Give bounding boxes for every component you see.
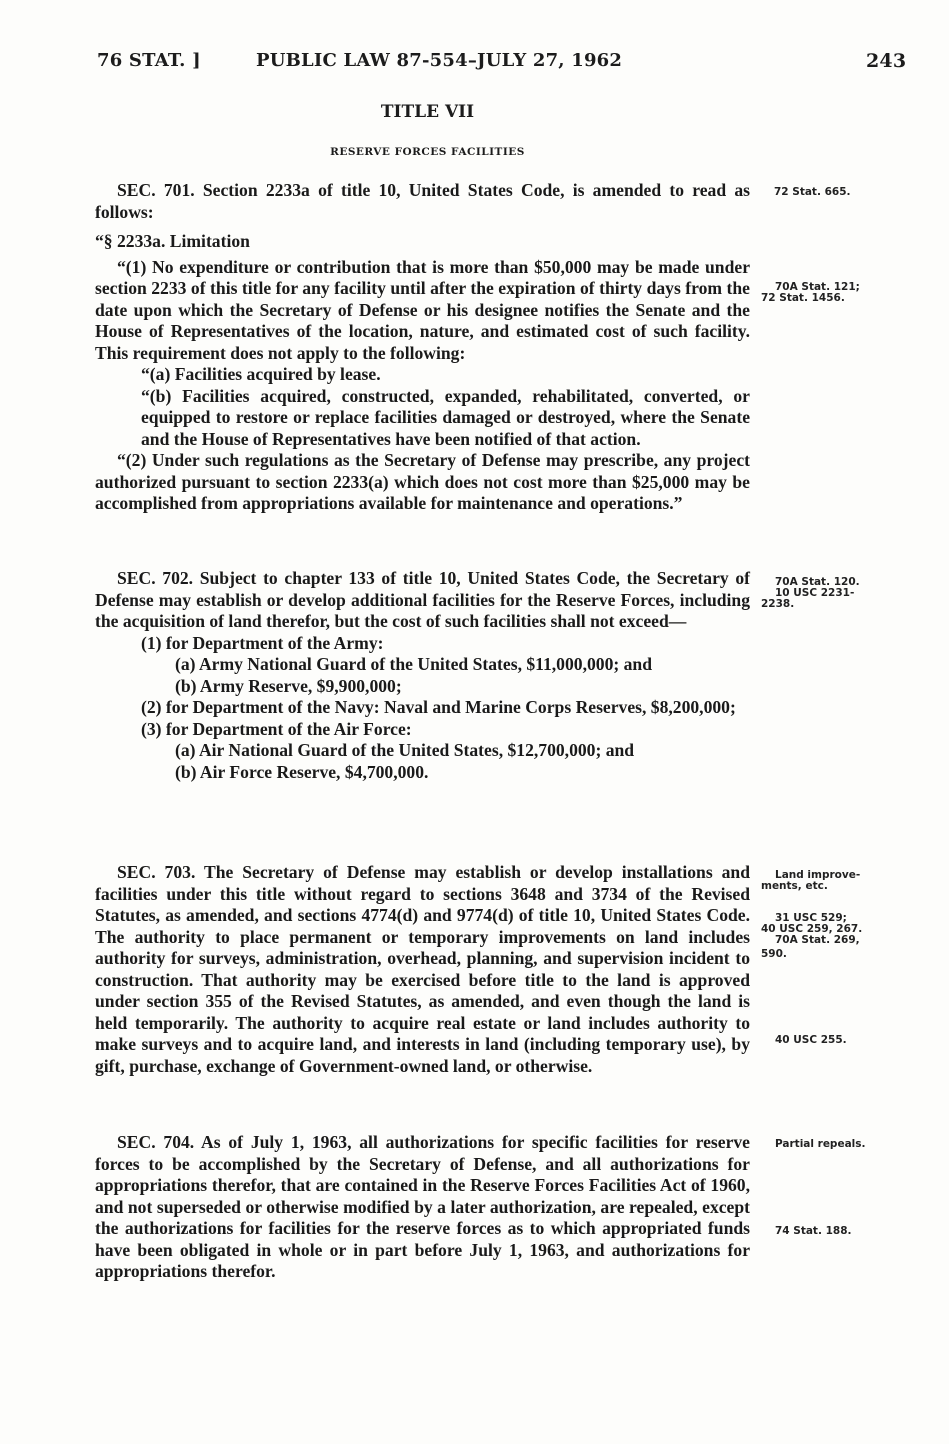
section-702-block <box>95 568 750 783</box>
section-702-item-3b: (b) Air Force Reserve, $4,700,000. <box>175 761 429 782</box>
margin-note-70a-stat-121: 70A Stat. 121; <box>775 281 860 293</box>
section-702-item-2: (2) for Department of the Navy: Naval and Marine Corps Reserves, $8,200,000; <box>141 697 736 717</box>
margin-note-72-stat-665: 72 Stat. 665. <box>774 186 851 198</box>
margin-note-590: 590. <box>761 948 787 960</box>
section-2233a-paragraph-1: “(1) No expenditure or contribution that is more than $50,000 may be made under section 2233 of this title for any facility until after the expiration of thirty days from the date upon which the Secretary of Defense or his designee notifies the Senate and the House of Representatives of the location, nature, and estimated cost of such facility. This requirement does not apply to the following: <box>95 256 750 363</box>
running-head-law: PUBLIC LAW 87-554–JULY 27, 1962 <box>256 50 623 71</box>
section-701-block <box>95 180 750 515</box>
title-heading: TITLE VII <box>380 102 475 122</box>
margin-note-land-improvements: Land improve- <box>775 869 861 881</box>
section-702-item-3a: (a) Air National Guard of the United States, $12,700,000; and <box>175 740 635 760</box>
section-702-item-1a: (a) Army National Guard of the United States, $11,000,000; and <box>175 654 652 674</box>
margin-note-40-usc-255: 40 USC 255. <box>775 1034 847 1046</box>
margin-note-ments-etc: ments, etc. <box>761 880 828 892</box>
title-subheading: RESERVE FORCES FACILITIES <box>330 146 525 158</box>
section-703-block <box>95 862 750 1077</box>
margin-note-40-usc-259: 40 USC 259, 267. <box>761 923 863 935</box>
section-702-intro: SEC. 702. Subject to chapter 133 of title 10, United States Code, the Secretary of Defense may establish or develop additional facilities for the Reserve Forces, including the acquisition of land therefor, but the cost of such facilities shall not exceed— <box>95 568 750 631</box>
section-2233a-item-a: “(a) Facilities acquired by lease. <box>141 364 381 384</box>
section-702-item-1: (1) for Department of the Army: <box>141 632 384 653</box>
margin-note-31-usc-529: 31 USC 529; <box>775 912 847 924</box>
margin-note-72-stat-1456: 72 Stat. 1456. <box>761 292 845 304</box>
margin-note-10-usc-2231: 10 USC 2231- <box>775 587 855 599</box>
margin-note-74-stat-188: 74 Stat. 188. <box>775 1225 852 1237</box>
section-2233a-heading: “§ 2233a. Limitation <box>95 231 250 251</box>
margin-note-2238: 2238. <box>761 598 795 610</box>
section-703-text: SEC. 703. The Secretary of Defense may establish or develop installations and facilities under this title without regard to sections 3648 and 3734 of the Revised Statutes, as amended, and sections 4774(d) and 9774(d) of title 10, United States Code. The authority to place permanent or temporary improvements on land includes authority for surveys, administration, overhead, planning, and supervision incident to construction. That authority may be exercised before title to the land is approved under section 355 of the Revised Statutes, as amended, and even though the land is held temporarily. The authority to acquire real estate or land includes authority to make surveys and to acquire land, and interests in land (including temporary use), by gift, purchase, exchange of Government-owned land, or otherwise. <box>95 862 750 1076</box>
section-702-item-1b: (b) Army Reserve, $9,900,000; <box>175 675 402 696</box>
page-number: 243 <box>866 50 907 72</box>
section-704-text: SEC. 704. As of July 1, 1963, all authorizations for specific facilities for reserve forces to be accomplished by the Secretary of Defense, and all authorizations for appropriations therefor, that are contained in the Reserve Forces Facilities Act of 1960, and not superseded or otherwise modified by a later authorization, are repealed, except the authorizations for facilities for the reserve forces as to which appropriated funds have been obligated in whole or in part before July 1, 1963, and authorizations for appropriations therefor. <box>95 1132 750 1281</box>
section-704-block <box>95 1132 750 1283</box>
section-2233a-item-b: “(b) Facilities acquired, constructed, expanded, rehabilitated, converted, or equipped to restore or replace facilities damaged or destroyed, where the Senate and the House of Representatives have been notified of that action. <box>141 385 750 449</box>
margin-note-partial-repeals: Partial repeals. <box>775 1138 866 1150</box>
margin-note-70a-stat-269: 70A Stat. 269, <box>775 934 860 946</box>
margin-note-70a-stat-120: 70A Stat. 120. <box>775 576 860 588</box>
section-2233a-paragraph-2: “(2) Under such regulations as the Secretary of Defense may prescribe, any project authorized pursuant to section 2233(a) which does not cost more than $25,000 may be accomplished from appropriations available for maintenance and operations.” <box>95 450 750 513</box>
section-701-intro: SEC. 701. Section 2233a of title 10, United States Code, is amended to read as follows: <box>95 180 750 222</box>
section-702-item-3: (3) for Department of the Air Force: <box>141 718 412 739</box>
running-head-volume: 76 STAT. ] <box>97 50 201 71</box>
